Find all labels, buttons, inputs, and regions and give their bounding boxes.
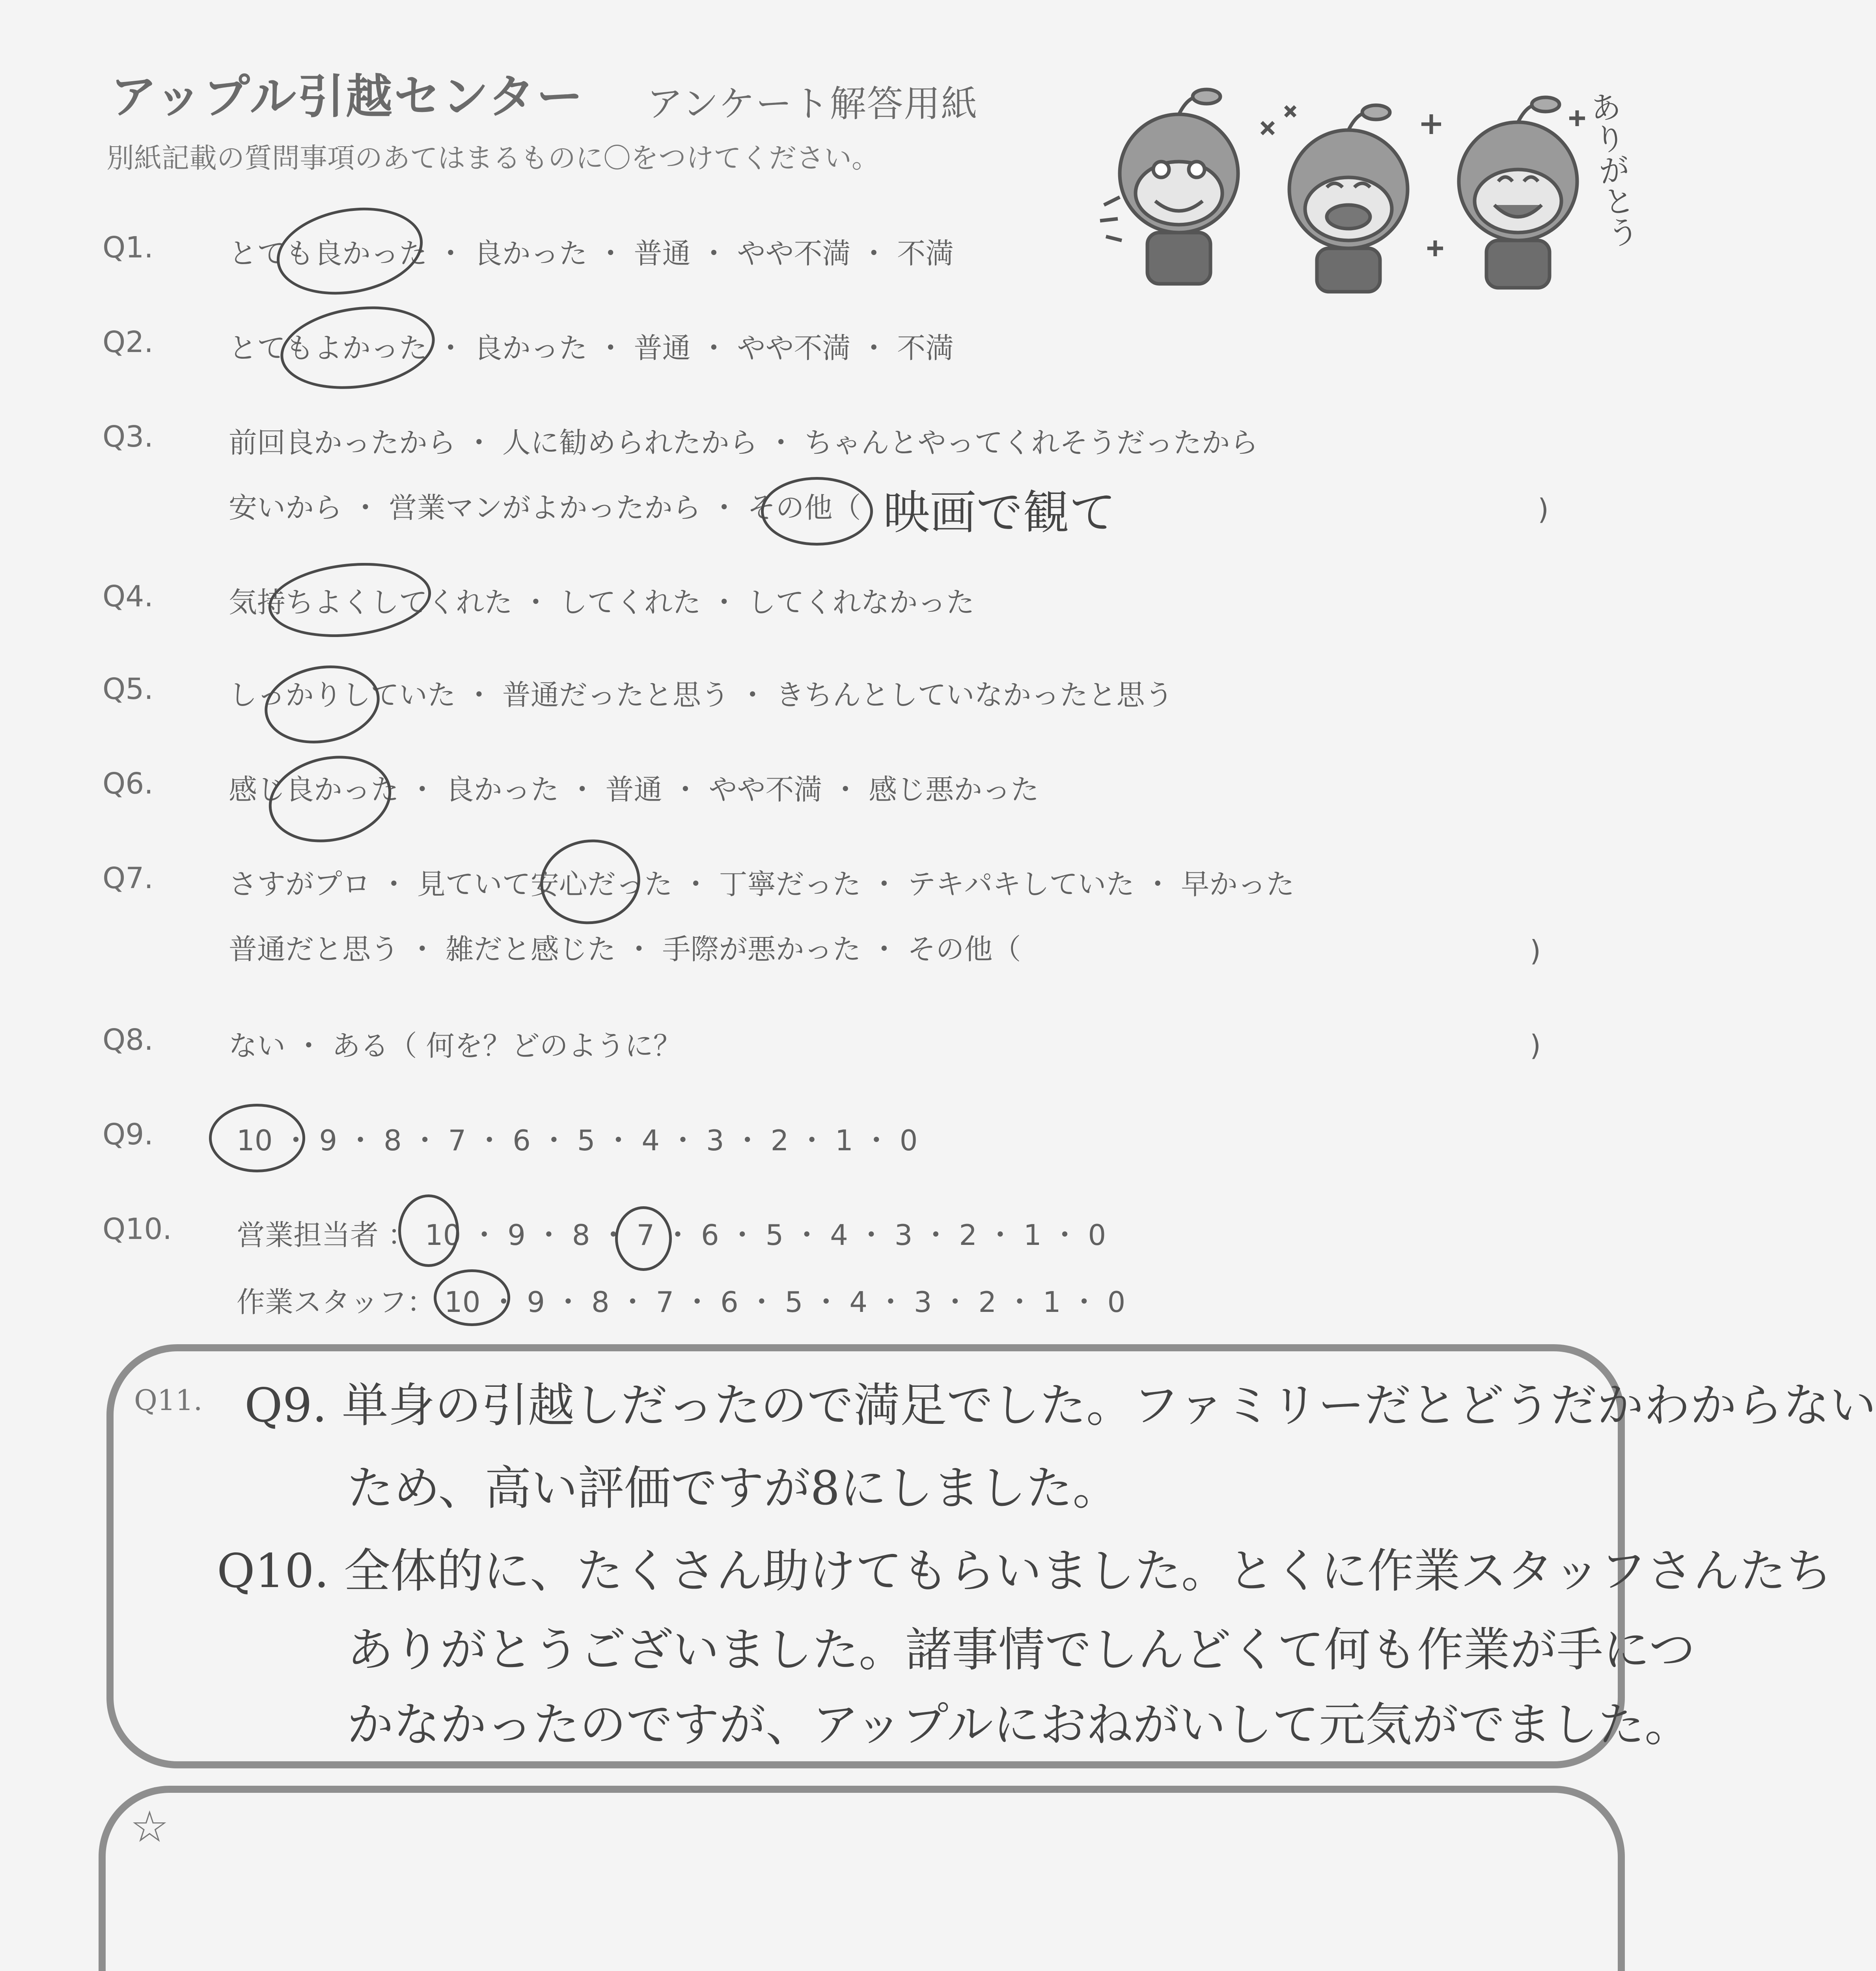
question-options: 作業スタッフ： 10 ・ 9 ・ 8 ・ 7 ・ 6 ・ 5 ・ 4 ・ 3 ・ 2 ・ 1 ・ 0 (237, 1285, 1126, 1319)
question-options: 10 ・ 9 ・ 8 ・ 7 ・ 6 ・ 5 ・ 4 ・ 3 ・ 2 ・ 1 ・ 0 (237, 1124, 918, 1157)
monkey-mascots-illustration (1088, 75, 1621, 296)
question-label: Q5. (103, 672, 153, 706)
star-icon: ☆ (130, 1801, 169, 1852)
question-options: 普通だと思う ・ 雑だと感じた ・ 手際が悪かった ・ その他（ (229, 933, 1021, 966)
instruction-text: 別紙記載の質問事項のあてはまるものに〇をつけてください。 (106, 142, 879, 174)
answer-circle-q7 (535, 833, 645, 930)
answer-circle-q3 (761, 477, 873, 546)
close-paren: ) (1538, 493, 1549, 526)
answer-circle-q6 (261, 745, 399, 853)
answer-circle-q10-staff (434, 1269, 510, 1326)
answer-circle-q9 (398, 1194, 459, 1267)
notes-box (99, 1786, 1625, 1971)
form-subtitle: アンケート解答用紙 (647, 83, 978, 125)
answer-circle-q1 (270, 197, 429, 306)
answer-circle-q5 (258, 657, 386, 752)
question-label: Q8. (103, 1023, 153, 1057)
question-label: Q10. (103, 1212, 172, 1246)
question-label: Q1. (103, 231, 153, 265)
question-options: ない ・ ある（ 何を？どのように？ (229, 1029, 682, 1062)
close-paren: ) (1530, 1029, 1541, 1062)
arigato-caption: ありがとう (1582, 89, 1641, 250)
question-label: Q4. (103, 579, 153, 613)
question-options: しっかりしていた ・ 普通だったと思う ・ きちんとしていなかったと思う (229, 678, 1173, 712)
q11-comment-line: Q10. 全体的に、たくさん助けてもらいました。とくに作業スタッフさんたち (217, 1544, 1833, 1598)
question-options: 感じ良かった ・ 良かった ・ 普通 ・ やや不満 ・ 感じ悪かった (229, 773, 1039, 806)
q11-comment-line: ありがとうございました。諸事情でしんどくて何も作業が手につ (347, 1623, 1695, 1677)
question-label: Q6. (103, 767, 153, 801)
q11-label: Q11. (134, 1384, 203, 1417)
q3-other-answer: 映画で観て (883, 485, 1116, 540)
q11-comment-line: Q9. 単身の引越しだったので満足でした。ファミリーだとどうだかわからない (244, 1378, 1876, 1433)
question-label: Q7. (103, 861, 153, 895)
question-options: とてもよかった ・ 良かった ・ 普通 ・ やや不満 ・ 不満 (229, 332, 954, 365)
question-options: とても良かった ・ 良かった ・ 普通 ・ やや不満 ・ 不満 (229, 237, 954, 270)
q11-comment-line: かなかったのですが、アップルにおねがいして元気がでました。 (347, 1697, 1691, 1752)
form-title: アップル引越センター (110, 69, 585, 124)
question-options: 営業担当者 ： 10 ・ 9 ・ 8 ・ 7 ・ 6 ・ 5 ・ 4 ・ 3 ・ 2 ・ 1 ・ 0 (237, 1218, 1106, 1252)
question-label: Q3. (103, 420, 153, 454)
question-options: さすがプロ ・ 見ていて安心だった ・ 丁寧だった ・ テキパキしていた ・ 早かった (229, 868, 1295, 901)
question-options: 気持ちよくしてくれた ・ してくれた ・ してくれなかった (229, 586, 975, 619)
question-label: Q9. (103, 1118, 153, 1151)
question-label: Q2. (103, 325, 153, 359)
answer-circle-q10-sales (615, 1206, 672, 1271)
close-paren: ) (1530, 934, 1541, 967)
q11-comment-line: ため、高い評価ですが8にしました。 (347, 1461, 1119, 1515)
question-options: 安いから ・ 営業マンがよかったから ・ その他（ (229, 491, 861, 524)
answer-circle-q8 (209, 1104, 305, 1172)
answer-circle-q2 (275, 297, 440, 399)
answer-circle-q4 (265, 555, 435, 645)
question-options: 前回良かったから ・ 人に勧められたから ・ ちゃんとやってくれそうだったから (229, 426, 1259, 459)
